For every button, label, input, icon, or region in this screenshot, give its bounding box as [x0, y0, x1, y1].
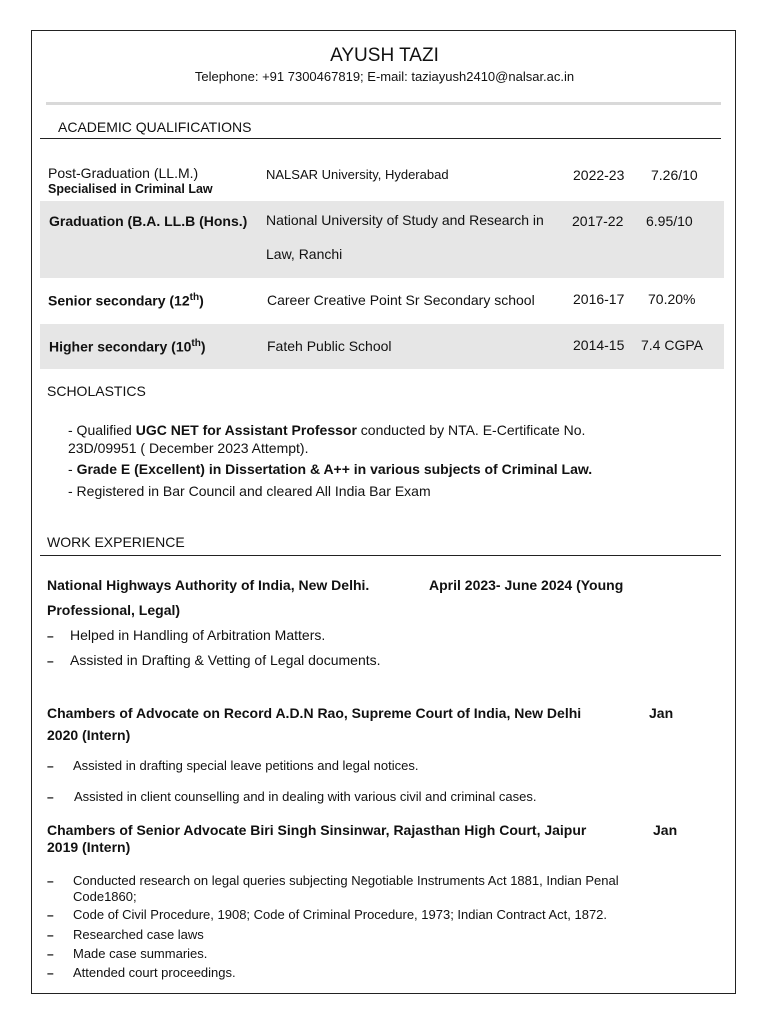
list-item: – Assisted in client counselling and in dealing with various civil and criminal cases.	[47, 789, 537, 804]
job2-year: 2020 (Intern)	[47, 727, 131, 743]
degree-pg: Post-Graduation (LL.M.)	[48, 165, 199, 181]
institution-ug-line2: Law, Ranchi	[266, 246, 343, 262]
bullet-dash: –	[47, 874, 54, 888]
list-item: – Assisted in drafting special leave petitions and legal notices.	[47, 758, 419, 773]
degree-ug: Graduation (B.A. LL.B (Hons.)	[49, 213, 248, 229]
scholastics-section-title: SCHOLASTICS	[47, 383, 146, 399]
bullet-dash: –	[47, 928, 54, 942]
institution-higher-secondary: Fateh Public School	[267, 338, 392, 354]
score-senior-secondary: 70.20%	[648, 291, 696, 307]
contact-line: Telephone: +91 7300467819; E-mail: taziayush2410@nalsar.ac.in	[194, 69, 575, 84]
job1-organisation: National Highways Authority of India, New Delhi.	[47, 577, 370, 593]
bullet-dash: –	[47, 947, 54, 961]
score-ug: 6.95/10	[646, 213, 693, 229]
resume-page	[31, 30, 736, 994]
degree-pg-note: Specialised in Criminal Law	[48, 182, 213, 196]
bullet-dash: –	[47, 759, 54, 773]
job1-period-line2: Professional, Legal)	[47, 602, 181, 618]
scholastic-item-ugc-net-line2: 23D/09951 ( December 2023 Attempt).	[68, 440, 309, 456]
scholastic-item-bar: - Registered in Bar Council and cleared All India Bar Exam	[68, 483, 431, 499]
list-item: – Made case summaries.	[47, 946, 208, 961]
candidate-name: AYUSH TAZI	[330, 45, 439, 66]
bullet-dash: –	[47, 908, 54, 922]
institution-ug-line1: National University of Study and Research in	[266, 212, 544, 228]
bullet-dash: –	[47, 966, 54, 980]
institution-pg: NALSAR University, Hyderabad	[266, 167, 449, 182]
scholastic-item-ugc-net: - Qualified UGC NET for Assistant Professor conducted by NTA. E-Certificate No.	[68, 422, 586, 438]
job1-period: April 2023- June 2024 (Young	[429, 577, 624, 593]
year-pg: 2022-23	[573, 167, 625, 183]
institution-senior-secondary: Career Creative Point Sr Secondary school	[267, 292, 535, 308]
degree-senior-secondary: Senior secondary (12th)	[48, 292, 204, 309]
list-item: – Conducted research on legal queries subjecting Negotiable Instruments Act 1881, Indian Penal	[47, 873, 619, 888]
job2-month: Jan	[649, 705, 674, 721]
list-item: – Researched case laws	[47, 927, 204, 942]
job2-organisation: Chambers of Advocate on Record A.D.N Rao, Supreme Court of India, New Delhi	[47, 705, 582, 721]
year-senior-secondary: 2016-17	[573, 291, 625, 307]
score-pg: 7.26/10	[651, 167, 698, 183]
list-item: – Code of Civil Procedure, 1908; Code of Criminal Procedure, 1973; Indian Contract Act, 1872.	[47, 907, 608, 922]
scholastic-item-grade: - Grade E (Excellent) in Dissertation & A++ in various subjects of Criminal Law.	[68, 461, 593, 477]
header-divider	[46, 102, 721, 105]
year-higher-secondary: 2014-15	[573, 337, 625, 353]
work-section-rule	[40, 555, 721, 556]
score-higher-secondary: 7.4 CGPA	[641, 337, 703, 353]
academic-section-title: ACADEMIC QUALIFICATIONS	[58, 119, 252, 135]
year-ug: 2017-22	[572, 213, 624, 229]
bullet-dash: –	[47, 629, 54, 643]
academic-section-rule	[40, 138, 721, 139]
job3-year: 2019 (Intern)	[47, 839, 131, 855]
list-item-continuation: Code1860;	[73, 889, 137, 904]
list-item: – Attended court proceedings.	[47, 965, 236, 980]
degree-higher-secondary: Higher secondary (10th)	[49, 338, 206, 355]
work-section-title: WORK EXPERIENCE	[47, 534, 185, 550]
bullet-dash: –	[47, 790, 54, 804]
job3-month: Jan	[653, 822, 678, 838]
list-item: – Helped in Handling of Arbitration Matters.	[47, 627, 326, 643]
list-item: – Assisted in Drafting & Vetting of Legal documents.	[47, 652, 381, 668]
bullet-dash: –	[47, 654, 54, 668]
job3-organisation: Chambers of Senior Advocate Biri Singh Sinsinwar, Rajasthan High Court, Jaipur	[47, 822, 587, 838]
